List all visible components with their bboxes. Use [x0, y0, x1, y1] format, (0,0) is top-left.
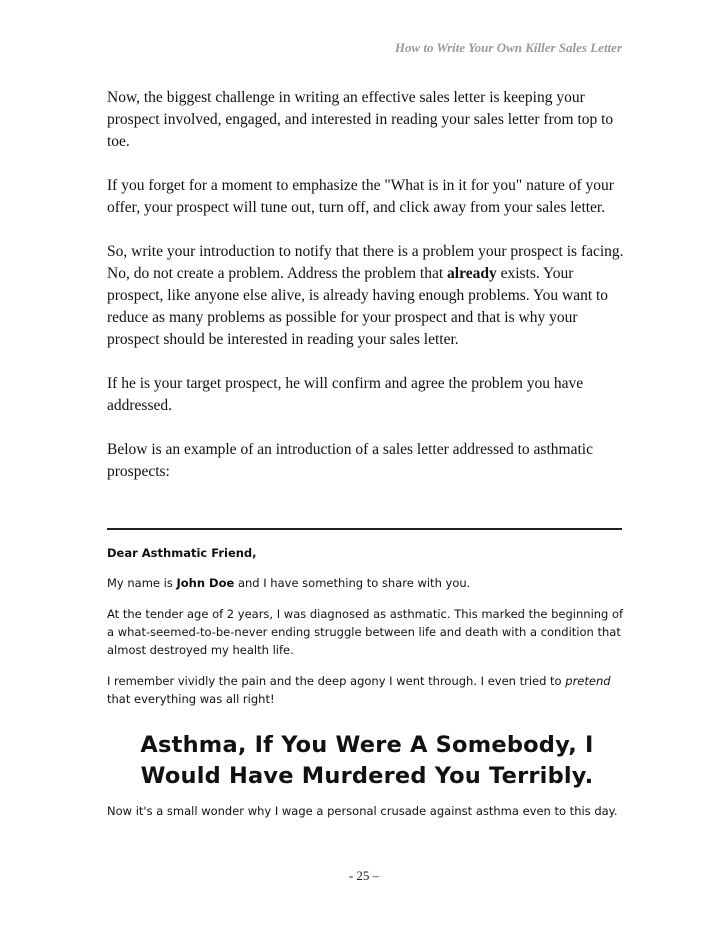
letter-pain-start: I remember vividly the pain and the deep agony I went through. I even tried to	[107, 674, 566, 688]
letter-diagnosis-paragraph: At the tender age of 2 years, I was diagnosed as asthmatic. This marked the beginning of a what-seemed-to-be-never ending struggle between life and death with a condition that almost destroyed my health life.	[107, 607, 624, 657]
example-letter	[107, 544, 627, 833]
letter-name-line-start: My name is	[107, 576, 177, 590]
headline-line-2: Would Have Murdered You Terribly.	[140, 763, 594, 789]
page-number: - 25 –	[348, 868, 380, 883]
paragraph-what-is-in-it: If you forget for a moment to emphasize the "What is in it for you" nature of your offer, your prospect will tune out, turn off, and click away from your sales letter.	[107, 177, 614, 216]
letter-headline	[107, 730, 627, 792]
letter-pain-paragraph	[107, 672, 627, 708]
paragraph-challenge: Now, the biggest challenge in writing an effective sales letter is keeping your prospect involved, engaged, and interested in reading your sales letter from top to toe.	[107, 89, 614, 150]
paragraph-example-intro: Below is an example of an introduction of a sales letter addressed to asthmatic prospects:	[107, 441, 593, 480]
letter-name-line-end: and I have something to share with you.	[234, 576, 471, 590]
paragraph-target-prospect: If he is your target prospect, he will confirm and agree the problem you have addressed.	[107, 375, 584, 414]
running-header: How to Write Your Own Killer Sales Letter	[394, 40, 622, 55]
headline-line-1: Asthma, If You Were A Somebody, I	[140, 732, 594, 758]
body-text	[107, 87, 627, 505]
letter-author-name: John Doe	[176, 576, 235, 590]
section-divider	[107, 528, 622, 530]
letter-crusade-paragraph: Now it's a small wonder why I wage a personal crusade against asthma even to this day.	[107, 804, 618, 818]
letter-salutation: Dear Asthmatic Friend,	[107, 546, 257, 560]
emphasis-already: already	[447, 265, 497, 282]
paragraph-introduction-end: exists. Your prospect, like anyone else alive, is already having enough problems. You want to reduce as many problems as possible for your prospect and that is why your prospect should be interested in reading your sales letter.	[107, 265, 609, 348]
letter-pain-end: that everything was all right!	[107, 692, 275, 706]
letter-name-line	[107, 574, 627, 592]
paragraph-introduction	[107, 241, 627, 351]
emphasis-pretend: pretend	[565, 674, 611, 688]
paragraph-introduction-start: So, write your introduction to notify that there is a problem your prospect is facing. No, do not create a problem. Address the problem that	[107, 243, 624, 282]
